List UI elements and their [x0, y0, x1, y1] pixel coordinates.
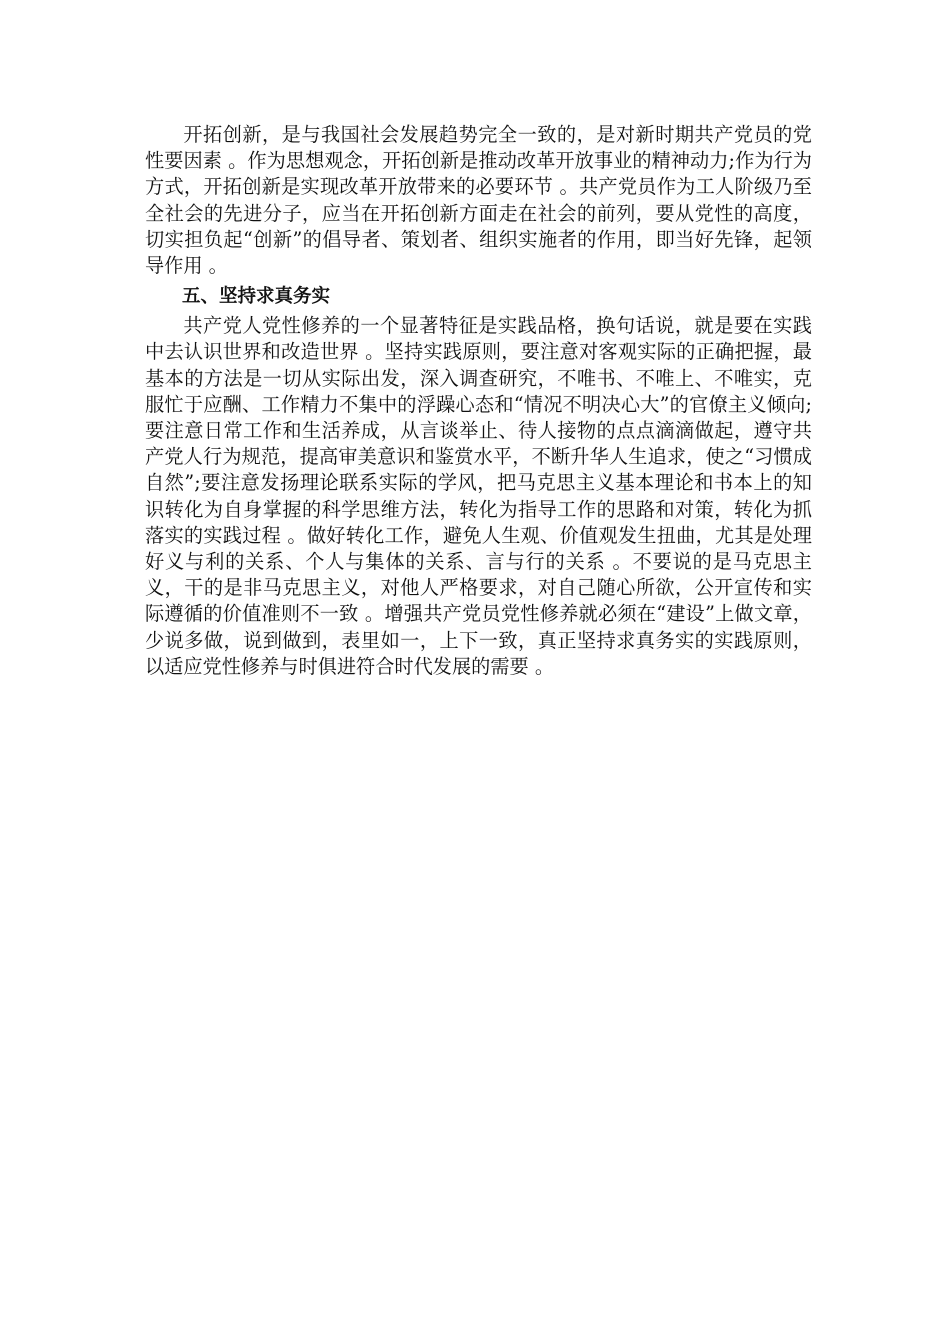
section-heading: 五、坚持求真务实 — [182, 286, 331, 308]
paragraph-innovation: 开拓创新，是与我国社会发展趋势完全一致的，是对新时期共产党员的党性要因素 。作为思想观念，开拓创新是推动改革开放事业的精神动力;作为行为方式，开拓创新是实现改革开放带来的必要环节 。共产党员作为工人阶级乃至全社会的先进分子，应当在开拓创新方面走在社会的前列，要从党性的高度，切实担负起“创新”的倡导者、策划者、组织实施者的作用，即当好先锋，起领导作用 。 — [145, 123, 812, 278]
paragraph-practice: 共产党人党性修养的一个显著特征是实践品格，换句话说，就是要在实践中去认识世界和改造世界 。坚持实践原则，要注意对客观实际的正确把握，最基本的方法是一切从实际出发，深入调查研究，不唯书、不唯上、不唯实，克服忙于应酬、工作精力不集中的浮躁心态和“情况不明决心大”的官僚主义倾向;要注意日常工作和生活养成，从言谈举止、待人接物的点点滴滴做起，遵守共产党人行为规范，提高审美意识和鉴赏水平，不断升华人生追求，使之“习惯成自然”;要注意发扬理论联系实际的学风，把马克思主义基本理论和书本上的知识转化为自身掌握的科学思维方法，转化为指导工作的思路和对策，转化为抓落实的实践过程 。做好转化工作，避免人生观、价值观发生扭曲，尤其是处理好义与利的关系、个人与集体的关系、言与行的关系 。不要说的是马克思主义，干的是非马克思主义，对他人严格要求，对自己随心所欲，公开宣传和实际遵循的价值准则不一致 。增强共产党员党性修养就必须在“建设”上做文章，少说多做，说到做到，表里如一，上下一致，真正坚持求真务实的实践原则，以适应党性修养与时俱进符合时代发展的需要 。 — [145, 314, 812, 678]
document-body — [145, 122, 812, 680]
